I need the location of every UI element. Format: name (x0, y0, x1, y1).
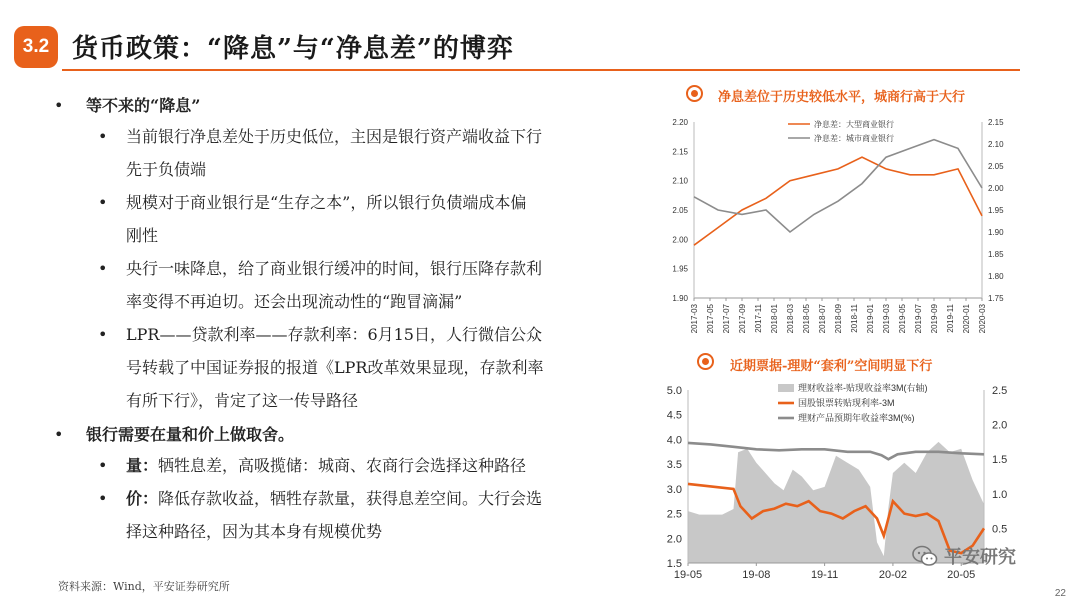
legend-label: 净息差：大型商业银行 (814, 120, 894, 129)
chart1-nim (648, 108, 1028, 346)
legend-label: 理财收益率-贴现收益率3M(右轴) (798, 383, 928, 393)
y-right-tick-label: 1.80 (988, 272, 1004, 281)
y-left-tick-label: 2.5 (666, 508, 682, 521)
x-tick-label: 2018-09 (834, 304, 843, 334)
legend-label: 净息差：城市商业银行 (814, 134, 894, 143)
x-tick-label: 2018-07 (818, 304, 827, 334)
y-right-tick-label: 1.5 (992, 454, 1008, 467)
y-right-tick-label: 2.0 (992, 419, 1008, 432)
bullet-item: • 量：牺牲息差，高吸揽储：城商、农商行会选择这种路径 (40, 449, 620, 482)
y-right-tick-label: 2.5 (992, 385, 1008, 397)
y-right-tick-label: 2.00 (988, 184, 1004, 193)
y-right-tick-label: 2.15 (988, 118, 1004, 127)
watermark-text: 平安研究 (944, 547, 1016, 568)
y-left-tick-label: 5.0 (666, 385, 682, 397)
x-tick-label: 19-11 (810, 569, 839, 581)
y-left-tick-label: 2.15 (672, 147, 688, 157)
y-left-tick-label: 3.5 (666, 459, 682, 472)
x-tick-label: 19-05 (673, 569, 703, 581)
x-tick-label: 2020-01 (962, 304, 971, 334)
x-tick-label: 2018-11 (850, 304, 859, 333)
y-left-tick-label: 3.0 (666, 483, 682, 496)
bullet-heading: • 银行需要在量和价上做取舍。 (40, 423, 620, 447)
content-bullets (40, 88, 620, 548)
x-tick-label: 2017-09 (738, 304, 747, 334)
y-left-tick-label: 2.10 (672, 176, 688, 186)
y-right-tick-label: 1.0 (992, 488, 1008, 501)
x-tick-label: 2018-05 (802, 304, 811, 334)
page-number: 22 (1054, 588, 1066, 599)
bullet-item: • 当前银行净息差处于历史低位，主因是银行资产端收益下行 先于负债端 (40, 120, 620, 186)
title-divider (62, 69, 1020, 71)
target-icon (697, 353, 714, 370)
x-tick-label: 2017-07 (722, 304, 731, 334)
x-tick-label: 20-05 (947, 569, 976, 581)
x-tick-label: 2017-03 (690, 304, 699, 334)
legend-label: 国股银票转贴现利率-3M (798, 398, 895, 408)
x-tick-label: 2018-01 (770, 304, 779, 334)
x-tick-label: 2020-03 (978, 304, 987, 334)
wechat-icon (912, 545, 938, 567)
bullet-item: • LPR——贷款利率——存款利率：6月15日，人行微信公众 号转载了中国证券报的报道《LPR改革效果显现，存款利率 有所下行》，肯定了这一传导路径 (40, 318, 620, 417)
x-tick-label: 2019-01 (866, 304, 875, 334)
x-tick-label: 2019-11 (946, 304, 955, 333)
page-title: 货币政策：“降息”与“净息差”的博弈 (72, 34, 514, 64)
x-tick-label: 2019-05 (898, 304, 907, 334)
x-tick-label: 2018-03 (786, 304, 795, 334)
y-right-tick-label: 1.85 (988, 250, 1004, 259)
y-right-tick-label: 2.05 (988, 162, 1004, 171)
source-note: 资料来源：Wind，平安证券研究所 (58, 580, 230, 593)
y-right-tick-label: 1.95 (988, 206, 1004, 215)
y-left-tick-label: 2.00 (672, 235, 688, 245)
x-tick-label: 2017-11 (754, 304, 763, 333)
y-left-tick-label: 2.0 (666, 533, 682, 546)
y-left-tick-label: 1.95 (672, 264, 688, 274)
bullet-item: • 央行一味降息，给了商业银行缓冲的时间，银行压降存款利 率变得不再迫切。还会出现流动性的“跑冒滴漏” (40, 252, 620, 318)
bullet-item: • 价：降低存款收益，牺牲存款量，获得息差空间。大行会选 择这种路径，因为其本身有规模优势 (40, 482, 620, 548)
x-tick-label: 19-08 (742, 569, 771, 581)
x-tick-label: 2019-03 (882, 304, 891, 334)
y-right-tick-label: 1.90 (988, 228, 1004, 237)
y-left-tick-label: 1.5 (666, 558, 682, 570)
target-icon (686, 85, 703, 102)
y-left-tick-label: 4.5 (666, 409, 682, 422)
chart1-title: 净息差位于历史较低水平，城商行高于大行 (718, 90, 966, 105)
legend-label: 理财产品预期年收益率3M(%) (798, 413, 915, 423)
bullet-item: • 规模对于商业银行是“生存之本”，所以银行负债端成本偏 刚性 (40, 186, 620, 252)
chart2-title: 近期票据-理财“套利”空间明显下行 (730, 359, 933, 374)
x-tick-label: 2019-09 (930, 304, 939, 334)
y-left-tick-label: 2.20 (672, 118, 688, 127)
y-left-tick-label: 2.05 (672, 206, 688, 215)
y-right-tick-label: 0.5 (992, 523, 1008, 536)
x-tick-label: 2019-07 (914, 304, 923, 334)
y-left-tick-label: 4.0 (666, 434, 682, 447)
x-tick-label: 20-02 (878, 569, 907, 581)
y-left-tick-label: 1.90 (672, 294, 688, 303)
watermark (912, 543, 1016, 569)
legend-swatch (778, 384, 794, 392)
y-right-tick-label: 1.75 (988, 294, 1004, 303)
bullet-heading: • 等不来的“降息” (40, 94, 620, 118)
y-right-tick-label: 2.10 (988, 140, 1004, 149)
series-line-1 (694, 140, 982, 232)
section-badge: 3.2 (14, 26, 58, 68)
x-tick-label: 2017-05 (706, 304, 715, 334)
